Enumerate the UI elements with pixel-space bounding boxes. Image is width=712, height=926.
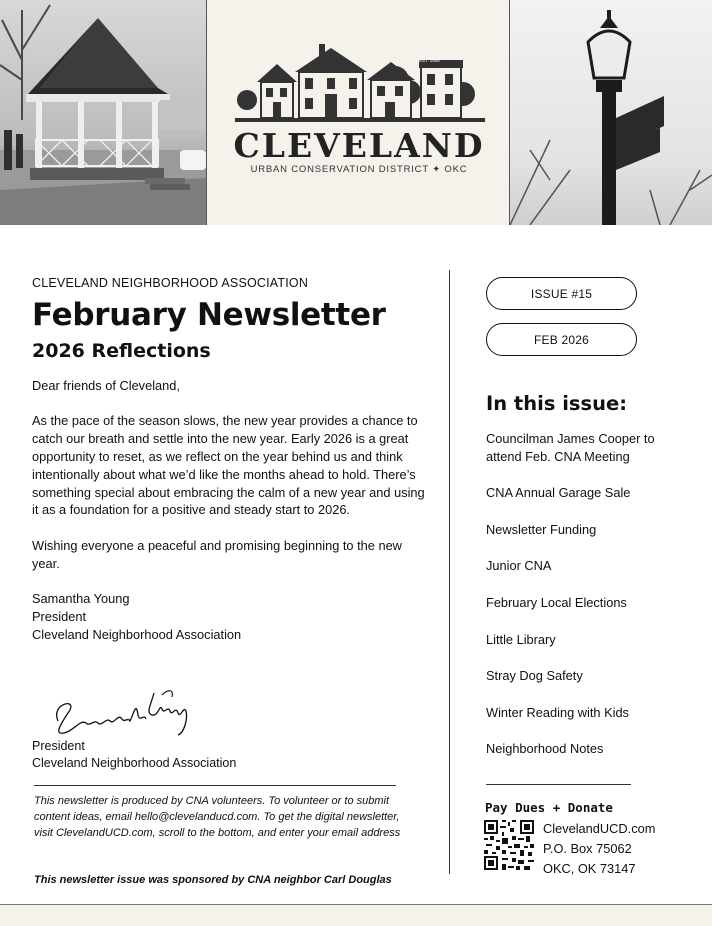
logo-panel xyxy=(206,0,510,225)
volunteer-note: This newsletter is produced by CNA volunteers. To volunteer or to submit content ideas, email hello@clevelanducd.com. To get the digital newsletter, visit ClevelandUCD.com, scroll to the bottom, and enter your email address xyxy=(34,795,401,839)
signature-caption xyxy=(32,738,236,771)
street-lamp-photo xyxy=(510,0,712,225)
logo-est-label: EST. 1935 xyxy=(419,58,440,63)
website-link[interactable]: ClevelandUCD.com xyxy=(543,821,656,836)
header-banner xyxy=(0,0,712,225)
gazebo-photo xyxy=(0,0,206,225)
president-letter xyxy=(32,377,432,644)
letter-paragraph: As the pace of the season slows, the new year provides a chance to catch our breath and settle into the new year. Early 2026 is a great opportunity to reset, as we reflect on the year behind us and think intentionally about what we’d like the months ahead to hold. There’s something special about embracing the calm of a new year and using it as a foundation for a positive and steady start to 2026. xyxy=(32,413,425,518)
table-of-contents xyxy=(486,430,686,777)
toc-item: Neighborhood Notes xyxy=(486,741,604,757)
main-column xyxy=(32,276,432,770)
page-title: February Newsletter xyxy=(32,297,386,333)
page-subtitle: 2026 Reflections xyxy=(32,340,211,363)
signature-organization: Cleveland Neighborhood Association xyxy=(32,755,237,770)
sponsor-note: This newsletter issue was sponsored by CNA neighbor Carl Douglas xyxy=(34,874,392,886)
toc-item: Winter Reading with Kids xyxy=(486,704,629,720)
letter-greeting: Dear friends of Cleveland, xyxy=(32,377,180,393)
qr-code-icon[interactable] xyxy=(484,820,534,870)
dues-heading: Pay Dues + Donate xyxy=(485,800,613,815)
toc-item: Stray Dog Safety xyxy=(486,668,583,684)
divider xyxy=(34,785,396,786)
signer-name: Samantha Young xyxy=(32,591,130,607)
city-state-zip: OKC, OK 73147 xyxy=(543,860,636,876)
logo-title: CLEVELAND xyxy=(233,126,485,165)
toc-item: Little Library xyxy=(486,631,556,647)
letter-signoff xyxy=(32,590,432,643)
column-divider xyxy=(449,270,450,874)
contact-info xyxy=(543,819,655,878)
issue-badge: ISSUE #15 xyxy=(486,277,637,310)
signer-role: President xyxy=(32,609,87,625)
houses-illustration-icon xyxy=(235,44,485,126)
po-box: P.O. Box 75062 xyxy=(543,840,632,856)
toc-item: Newsletter Funding xyxy=(486,521,597,537)
handwritten-signature xyxy=(50,683,200,741)
date-badge: FEB 2026 xyxy=(486,323,637,356)
toc-item: Councilman James Cooper to attend Feb. CNA Meeting xyxy=(486,431,655,464)
divider xyxy=(486,784,631,785)
association-name: CLEVELAND NEIGHBORHOOD ASSOCIATION xyxy=(32,276,309,290)
signer-organization: Cleveland Neighborhood Association xyxy=(32,627,242,643)
footer-strip xyxy=(0,904,712,926)
toc-item: February Local Elections xyxy=(486,594,627,610)
toc-heading: In this issue: xyxy=(486,392,628,415)
letter-paragraph: Wishing everyone a peaceful and promising beginning to the new year. xyxy=(32,538,402,571)
toc-item: Junior CNA xyxy=(486,558,552,574)
signature-role: President xyxy=(32,739,85,753)
logo-subtitle: URBAN CONSERVATION DISTRICT ✦ OKC xyxy=(250,164,468,175)
toc-item: CNA Annual Garage Sale xyxy=(486,485,631,501)
